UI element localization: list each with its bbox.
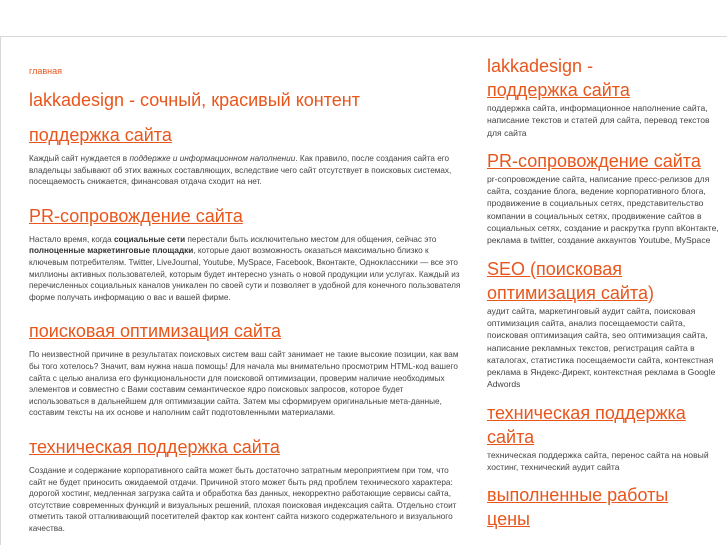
page-title: lakkadesign - сочный, красивый контент <box>29 90 360 110</box>
section-heading-support[interactable]: поддержка сайта <box>29 125 172 145</box>
sidebar-link-support[interactable]: поддержка сайта <box>487 80 630 100</box>
section-text-seo: По неизвестной причине в результатах поисковых систем ваш сайт занимает не такие высокие позиции, как вам бы того хотелось? Значит, вам нужна наша помощь! Для начала мы внимательно просмотрим HTML-код вашего сайта с целью анализа его функциональности для поисковой оптимизации, проверим наличие необходимых элементов и совместно с Вами составим семантическое ядро поисковых запросов, которое будет использоваться в дальнейшем для оптимизации сайта. Затем мы сформируем оригинальные мета-данные, составим тексты на их основе и наполним сайт подготовленными материалами. <box>29 350 459 418</box>
sidebar-link-pr[interactable]: PR-сопровождение сайта <box>487 150 701 171</box>
sidebar-link-seo[interactable]: SEO (поисковая оптимизация сайта) <box>487 258 654 303</box>
sidebar-title: lakkadesign - <box>487 56 594 76</box>
sidebar-text-seo: аудит сайта, маркетинговый аудит сайта, поисковая оптимизация сайта, анализ посещаемости сайта, поисковая оптимизация сайта, seo оптимизация сайта, написание рекламных текстов, регистрация сайта в каталогах, статистика посещаемости сайта, контекстная реклама в Яндекс-Директ, контекстная реклама в Google Adwords <box>487 305 716 390</box>
section-heading-tech[interactable]: техническая поддержка сайта <box>29 436 280 457</box>
sidebar-link-prices[interactable]: цены <box>487 509 530 530</box>
text-fragment: перестали быть исключительно местом для общения, сейчас это <box>185 234 437 244</box>
section-heading-pr[interactable]: PR-сопровождение сайта <box>29 205 243 226</box>
text-fragment: Настало время, когда <box>29 234 114 244</box>
section-heading-seo[interactable]: поисковая оптимизация сайта <box>29 321 281 342</box>
breadcrumb <box>29 66 465 77</box>
sidebar <box>487 54 723 531</box>
text-fragment: , которые дают возможность оказаться максимально близко к ключевым потребителям. Twitter, LiveJournal, Youtube, MySpace, Facebook, Вконтакте, Одноклассники — все это миллионы активных пользователей, которым будет интересно узнать о новой продукции или услугах. Каждый из перечисленных социальных каналов уникален по своей сути и позволяет в удобной для конечного пользователя форме получать информацию о вас и вашей фирме. <box>29 246 461 302</box>
section-text-support <box>29 153 465 188</box>
text-italic: поддержке и информационном наполнении <box>129 154 296 163</box>
main-content <box>29 66 465 551</box>
text-fragment: Каждый сайт нуждается в <box>29 154 130 163</box>
text-bold: полноценные маркетинговые площадки <box>29 246 194 256</box>
text-fragment: . Как правило, после создания сайта его владельцы забывают об этих важных составляющих, вследствие чего сайт отсутствует в поисковых системах, посещаемость снижается, финансовая отдача сходит на нет. <box>29 154 452 187</box>
section-text-tech: Создание и содержание корпоративного сайта может быть достаточно затратным мероприятием при том, что сайт не будет приносить ожидаемой отдачи. Причиной этого может быть ряд проблем технического характера: дорогой хостинг, медленная загрузка сайта и обработка баз данных, некорректно работающие сервисы сайта, отсутствие современных функций и визуальных решений, плохая поисковая индексация сайта. Отдельно стоит отметить такой отталкивающий посетителей фактор как контент сайта низкого содержательного и визуального качества. <box>29 465 457 533</box>
sidebar-text-pr: pr-сопровождение сайта, написание пресс-релизов для сайта, создание блога, ведение корпоративного блога, продвижение в социальных сетях, представительство компании в социальных сетях, продвижение сайтов в социальных сетях, создание и раскрутка групп вКонтакте, реклама в twitter, создание аккаунтов Youtube, MySpace <box>487 173 719 246</box>
sidebar-text-support: поддержка сайта, информационное наполнение сайта, написание текстов и статей для сайта, перевод текстов для сайта <box>487 103 710 138</box>
breadcrumb-home-link[interactable]: главная <box>29 66 62 76</box>
sidebar-text-tech: техническая поддержка сайта, перенос сайта на новый хостинг, технический аудит сайта <box>487 449 709 473</box>
section-text-pr <box>29 234 465 304</box>
text-bold: социальные сети <box>114 234 186 244</box>
sidebar-link-tech[interactable]: техническая поддержка сайта <box>487 402 686 447</box>
sidebar-link-works[interactable]: выполненные работы <box>487 485 669 506</box>
